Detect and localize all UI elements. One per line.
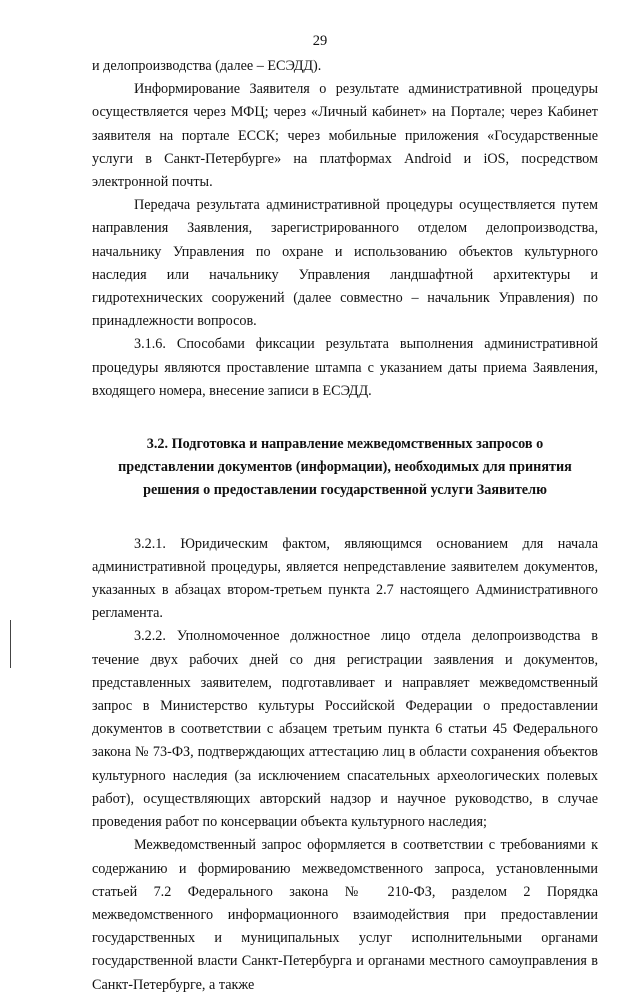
paragraph: и делопроизводства (далее – ЕСЭДД). bbox=[92, 58, 322, 74]
paragraph: Передача результата административной процедуры осуществляется путем направления Заявления, зарегистрированного отделом делопроизводства, начальнику Управления по охране и использованию объектов культурного наследия или начальнику Управления ландшафтной архитектуры и гидротехнических сооружений (далее совместно – начальник Управления) по принадлежности вопросов. bbox=[92, 197, 598, 330]
margin-rule bbox=[10, 620, 11, 668]
paragraph: 3.1.6. Способами фиксации результата выполнения административной процедуры являются проставление штампа с указанием даты приема Заявления, входящего номера, внесение записи в ЕСЭДД. bbox=[92, 336, 598, 399]
spacer bbox=[92, 503, 598, 533]
paragraph: 3.2.1. Юридическим фактом, являющимся основанием для начала административной процедуры, является непредставление заявителем документов, указанных в абзацах втором-третьем пункта 2.7 настоящего Административного регламента. bbox=[92, 535, 598, 622]
spacer bbox=[92, 403, 598, 433]
paragraph: 3.2.2. Уполномоченное должностное лицо отдела делопроизводства в течение двух рабочих дней со дня регистрации заявления и документов, представленных заявителем, подготавливает и направляет межведомственный запрос в Министерство культуры Российской Федерации о предоставлении документов в соответствии с абзацем третьим пункта 6 статьи 45 Федерального закона № 73-ФЗ, подтверждающих аттестацию лиц в области сохранения объектов культурного наследия (за исключением спасательных археологических полевых работ), осуществляющих авторский надзор и научное руководство, в случае проведения работ по консервации объекта культурного наследия; bbox=[92, 628, 598, 831]
paragraph: Информирование Заявителя о результате административной процедуры осуществляется через МФЦ; через «Личный кабинет» на Портале; через Кабинет заявителя на портале ЕССК; через мобильные приложения «Государственные услуги в Санкт-Петербурге» на платформах Android и iOS, посредством электронной почты. bbox=[92, 81, 598, 191]
section-heading: 3.2. Подготовка и направление межведомственных запросов о представлении документов (информации), необходимых для принятия решения о предоставлении государственной услуги Заявителю bbox=[118, 436, 572, 499]
document-body bbox=[92, 55, 598, 997]
paragraph: Межведомственный запрос оформляется в соответствии с требованиями к содержанию и формированию межведомственного запроса, установленными статьей 7.2 Федерального закона № 210-ФЗ, разделом 2 Порядка межведомственного информационного взаимодействия при предоставлении государственных и муниципальных услуг исполнительными органами государственной власти Санкт-Петербурга и органами местного самоуправления в Санкт-Петербурге, а также bbox=[92, 837, 598, 993]
page-number: 29 bbox=[312, 33, 328, 49]
